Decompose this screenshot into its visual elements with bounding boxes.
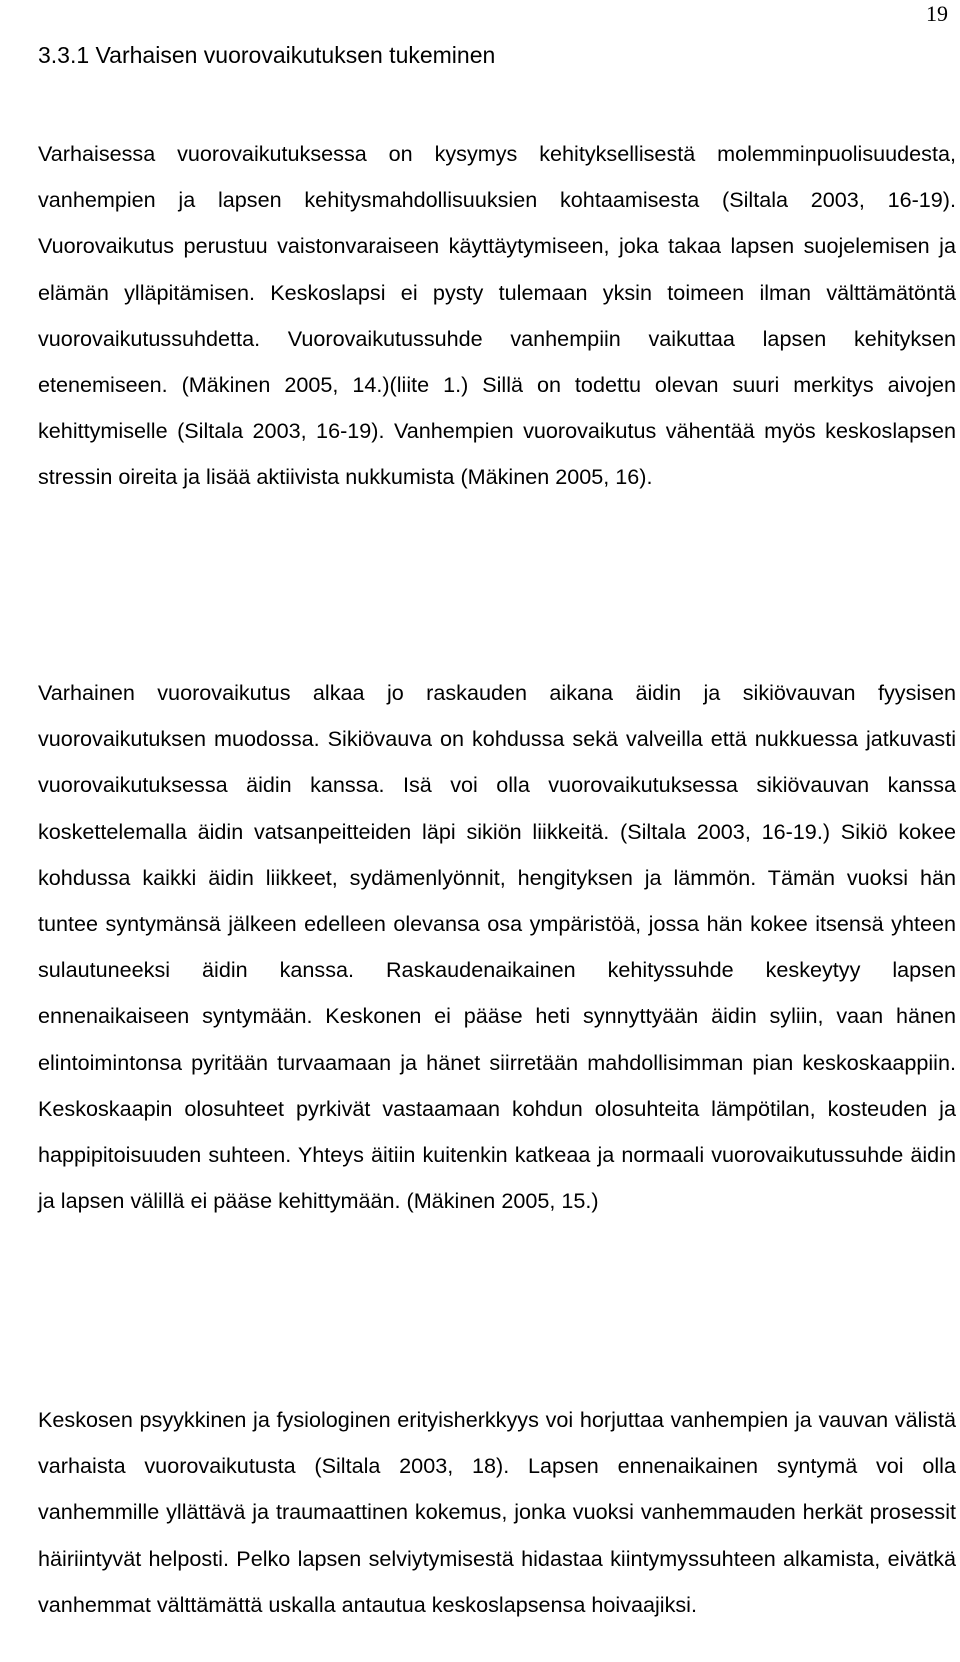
paragraph-2: Varhainen vuorovaikutus alkaa jo raskauden aikana äidin ja sikiövauvan fyysisen vuorovaikutuksen muodossa. Sikiövauva on kohdussa sekä valveilla että nukkuessa jatkuvasti vuorovaikutuksessa äidin kanssa. Isä voi olla vuorovaikutuksessa sikiövauvan kanssa koskettelemalla äidin vatsanpeitteiden läpi sikiön liikkeitä. (Siltala 2003, 16-19.) Sikiö kokee kohdussa kaikki äidin liikkeet, sydämenlyönnit, hengityksen ja lämmön. Tämän vuoksi hän tuntee syntymänsä jälkeen edelleen olevansa osa ympäristöä, jossa hän kokee itsensä yhteen sulautuneeksi äidin kanssa. Raskaudenaikainen kehityssuhde keskeytyy lapsen ennenaikaiseen syntymään. Keskonen ei pääse heti synnyttyään äidin syliin, vaan hänen elintoimintonsa pyritään turvaamaan ja hänet siirretään mahdollisimman pian keskoskaappiin. Keskoskaapin olosuhteet pyrkivät vastaamaan kohdun olosuhteita lämpötilan, kosteuden ja happipitoisuuden suhteen. Yhteys äitiin kuitenkin katkeaa ja normaali vuorovaikutussuhde äidin ja lapsen välillä ei pääse kehittymään. (Mäkinen 2005, 15.) [38, 680, 956, 1214]
paragraph-1: Varhaisessa vuorovaikutuksessa on kysymys kehityksellisestä molemminpuolisuudesta, vanhempien ja lapsen kehitysmahdollisuuksien kohtaamisesta (Siltala 2003, 16-19). Vuorovaikutus perustuu vaistonvaraiseen käyttäytymiseen, joka takaa lapsen suojelemisen ja elämän ylläpitämisen. Keskoslapsi ei pysty tulemaan yksin toimeen ilman välttämätöntä vuorovaikutussuhdetta. Vuorovaikutussuhde vanhempiin vaikuttaa lapsen kehityksen etenemiseen. (Mäkinen 2005, 14.)(liite 1.) Sillä on todettu olevan suuri merkitys aivojen kehittymiselle (Siltala 2003, 16-19). Vanhempien vuorovaikutus vähentää myös keskoslapsen stressin oireita ja lisää aktiivista nukkumista (Mäkinen 2005, 16). [38, 141, 956, 490]
section-heading: 3.3.1 Varhaisen vuorovaikutuksen tukeminen [38, 42, 496, 68]
page-number: 19 [926, 1, 948, 26]
paragraph-3: Keskosen psyykkinen ja fysiologinen erityisherkkyys voi horjuttaa vanhempien ja vauvan välistä varhaista vuorovaikutusta (Siltala 2003, 18). Lapsen ennenaikainen syntymä voi olla vanhemmille yllättävä ja traumaattinen kokemus, jonka vuoksi vanhemmauden herkät prosessit häiriintyvät helposti. Pelko lapsen selviytymisestä hidastaa kiintymyssuhteen alkamista, eivätkä vanhemmat välttämättä uskalla antautua keskoslapsensa hoivaajiksi. [38, 1407, 956, 1617]
